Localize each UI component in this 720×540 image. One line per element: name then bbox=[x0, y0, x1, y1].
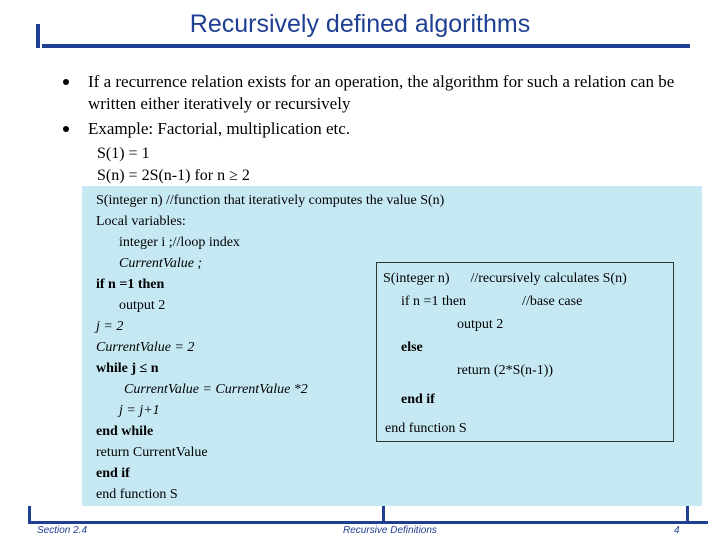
iterative-line: integer i ;//loop index bbox=[119, 235, 240, 250]
iterative-line: j = j+1 bbox=[119, 403, 160, 418]
iterative-line: Local variables: bbox=[96, 214, 186, 229]
recursive-line: if n =1 then //base case bbox=[401, 294, 583, 309]
footer-tick-right bbox=[686, 506, 689, 522]
slide-title: Recursively defined algorithms bbox=[189, 10, 531, 38]
iterative-line: S(integer n) //function that iteratively computes the value S(n) bbox=[96, 193, 445, 208]
recursive-line: end function S bbox=[385, 421, 467, 436]
recursive-line: output 2 bbox=[457, 317, 504, 332]
recursive-line: else bbox=[401, 340, 423, 355]
title-underline bbox=[42, 44, 690, 48]
footer-rule bbox=[28, 521, 708, 524]
iterative-line: CurrentValue ; bbox=[119, 256, 203, 271]
bullet-dot-icon bbox=[63, 126, 69, 132]
bullet-dot-icon bbox=[63, 79, 69, 85]
iterative-line: return CurrentValue bbox=[96, 445, 208, 460]
footer-title: Recursive Definitions bbox=[343, 525, 437, 536]
recursive-line: return (2*S(n-1)) bbox=[457, 363, 554, 378]
recurrence-base: S(1) = 1 bbox=[97, 145, 150, 162]
iterative-line: CurrentValue = CurrentValue *2 bbox=[124, 382, 308, 397]
recursive-line: end if bbox=[401, 392, 435, 407]
bullet-text: Example: Factorial, multiplication etc. bbox=[88, 119, 351, 138]
recurrence-rule: S(n) = 2S(n-1) for n ≥ 2 bbox=[97, 167, 250, 184]
bullet-item bbox=[88, 118, 688, 140]
title-accent-tick bbox=[36, 24, 40, 48]
iterative-line: output 2 bbox=[119, 298, 166, 313]
page-number: 4 bbox=[674, 525, 680, 536]
footer-tick-center bbox=[382, 506, 385, 522]
iterative-line: end if bbox=[96, 466, 130, 481]
footer-section: Section 2.4 bbox=[37, 525, 88, 536]
iterative-line: while j ≤ n bbox=[96, 361, 159, 376]
iterative-line: CurrentValue = 2 bbox=[96, 340, 195, 355]
bullet-text: If a recurrence relation exists for an operation, the algorithm for such a relation can be written either iteratively or recursively bbox=[88, 72, 675, 113]
recursive-line: S(integer n) //recursively calculates S(n) bbox=[383, 271, 627, 286]
iterative-line: end while bbox=[96, 424, 154, 439]
bullet-item bbox=[88, 71, 688, 115]
footer-tick-left bbox=[28, 506, 31, 522]
iterative-line: end function S bbox=[96, 487, 178, 502]
iterative-line: j = 2 bbox=[96, 319, 124, 334]
iterative-line: if n =1 then bbox=[96, 277, 165, 292]
